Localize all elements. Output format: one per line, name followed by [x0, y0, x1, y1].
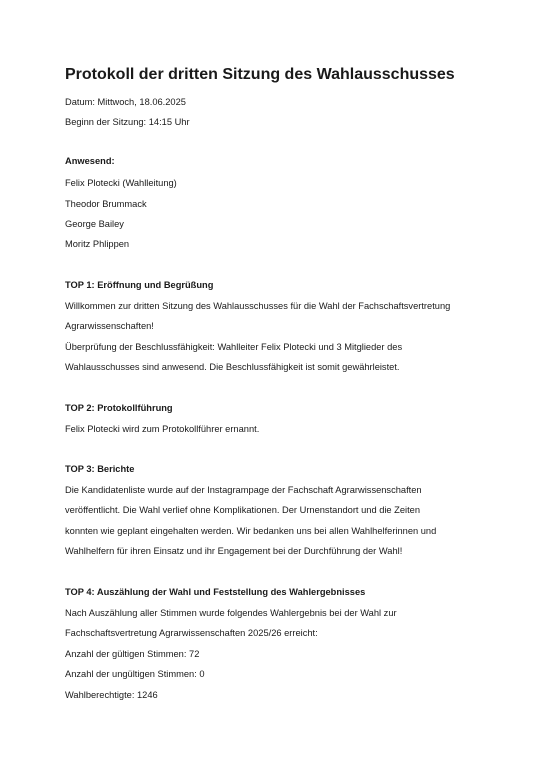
- meeting-date: Datum: Mittwoch, 18.06.2025: [65, 97, 186, 107]
- top1-text-line: Wahlausschusses sind anwesend. Die Beschlussfähigkeit ist somit gewährleistet.: [65, 362, 400, 372]
- attendee-item: Theodor Brummack: [65, 199, 147, 209]
- invalid-votes: Anzahl der ungültigen Stimmen: 0: [65, 669, 205, 679]
- attendance-heading: Anwesend:: [65, 156, 115, 166]
- eligible-voters: Wahlberechtigte: 1246: [65, 690, 158, 700]
- top4-text-line: Nach Auszählung aller Stimmen wurde folgendes Wahlergebnis bei der Wahl zur: [65, 608, 397, 618]
- attendee-item: George Bailey: [65, 219, 124, 229]
- attendee-item: Felix Plotecki (Wahlleitung): [65, 178, 177, 188]
- meeting-start-time: Beginn der Sitzung: 14:15 Uhr: [65, 117, 190, 127]
- top3-heading: TOP 3: Berichte: [65, 464, 135, 474]
- top1-text-line: Überprüfung der Beschlussfähigkeit: Wahlleiter Felix Plotecki und 3 Mitglieder des: [65, 342, 403, 352]
- top2-text-line: Felix Plotecki wird zum Protokollführer ernannt.: [65, 424, 260, 434]
- top3-text-line: Wahlhelfern für ihren Einsatz und ihr Engagement bei der Durchführung der Wahl!: [65, 546, 403, 556]
- top3-text-line: Die Kandidatenliste wurde auf der Instagrampage der Fachschaft Agrarwissenschaften: [65, 485, 422, 495]
- top2-heading: TOP 2: Protokollführung: [65, 403, 173, 413]
- top4-text-line: Fachschaftsvertretung Agrarwissenschaften 2025/26 erreicht:: [65, 628, 318, 638]
- top1-heading: TOP 1: Eröffnung und Begrüßung: [65, 280, 214, 290]
- page-title: Protokoll der dritten Sitzung des Wahlausschusses: [65, 66, 455, 83]
- top4-heading: TOP 4: Auszählung der Wahl und Feststellung des Wahlergebnisses: [65, 587, 366, 597]
- attendee-item: Moritz Phlippen: [65, 239, 130, 249]
- top3-text-line: veröffentlicht. Die Wahl verlief ohne Komplikationen. Der Urnenstandort und die Zeiten: [65, 505, 421, 515]
- top3-text-line: konnten wie geplant eingehalten werden. Wir bedanken uns bei allen Wahlhelferinnen und: [65, 526, 437, 536]
- top1-text-line: Agrarwissenschaften!: [65, 321, 154, 331]
- top1-text-line: Willkommen zur dritten Sitzung des Wahlausschusses für die Wahl der Fachschaftsvertretung: [65, 301, 451, 311]
- valid-votes: Anzahl der gültigen Stimmen: 72: [65, 649, 200, 659]
